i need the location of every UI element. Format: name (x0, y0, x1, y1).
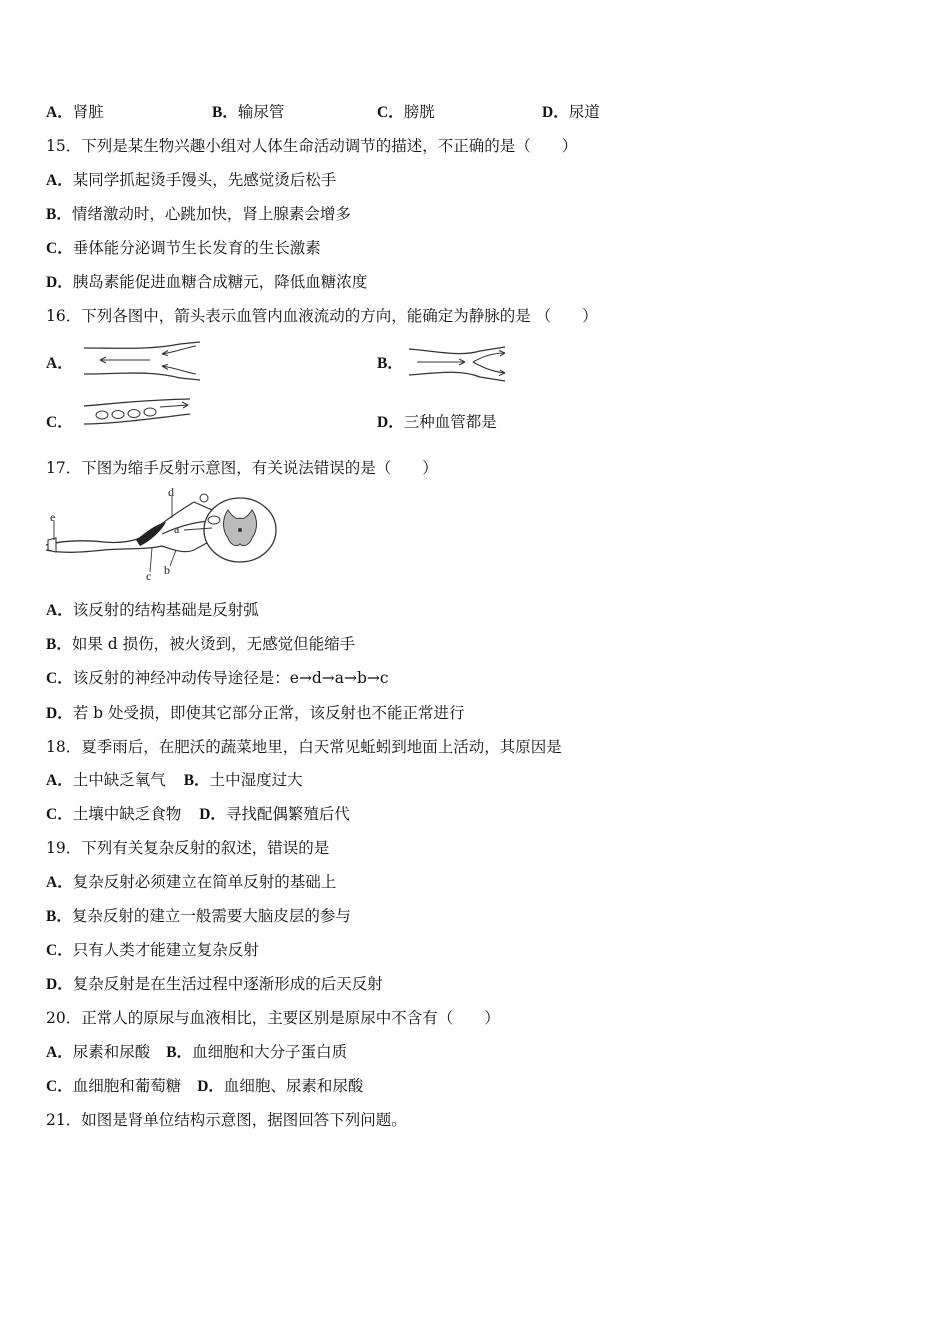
q17-stem: 17．下图为缩手反射示意图，有关说法错误的是（ ） (46, 459, 438, 477)
option-text: 输尿管 (237, 103, 285, 121)
q19-option-c (46, 940, 259, 961)
q20-options-row-1 (46, 1042, 347, 1063)
option-letter: C． (46, 414, 73, 431)
option-text: 垂体能分泌调节生长发育的生长激素 (72, 239, 321, 257)
q14-option-b (212, 102, 284, 123)
option-letter: B． (46, 206, 72, 223)
q15-stem: 15．下列是某生物兴趣小组对人体生命活动调节的描述，不正确的是（ ） (46, 137, 578, 155)
option-text: 土壤中缺乏食物 (72, 805, 182, 823)
q20-stem: 20．正常人的原尿与血液相比，主要区别是原尿中不含有（ ） (46, 1009, 500, 1027)
option-text: 尿道 (568, 103, 600, 121)
option-letter: C． (46, 1078, 73, 1095)
option-text: 土中湿度过大 (209, 771, 303, 789)
q17-option-c (46, 668, 389, 689)
option-text: 肾脏 (72, 103, 104, 121)
q17-option-a (46, 600, 259, 621)
q16-option-b (377, 353, 403, 374)
option-text: 寻找配偶繁殖后代 (225, 805, 350, 823)
q16-option-c (46, 412, 73, 433)
q19-stem: 19．下列有关复杂反射的叙述，错误的是 (46, 839, 330, 857)
option-text: 复杂反射必须建立在简单反射的基础上 (72, 873, 337, 891)
q15-option-a (46, 170, 336, 191)
option-text: 该反射的结构基础是反射弧 (72, 601, 259, 619)
q20-options-row-2 (46, 1076, 363, 1097)
q17-option-b (46, 634, 355, 655)
option-letter: A． (46, 355, 73, 372)
vessel-figure-a (80, 340, 205, 384)
option-text: 血细胞、尿素和尿酸 (223, 1077, 364, 1095)
option-text: 复杂反射是在生活过程中逐渐形成的后天反射 (72, 975, 383, 993)
option-text: 若 b 处受损，即使其它部分正常，该反射也不能正常进行 (72, 704, 465, 722)
option-text: 该反射的神经冲动传导途径是：e→d→a→b→c (72, 669, 389, 687)
option-letter: D． (46, 705, 73, 722)
option-letter: A． (46, 874, 73, 891)
option-letter: B． (46, 908, 72, 925)
label-c: c (146, 569, 152, 583)
q16-stem: 16．下列各图中，箭头表示血管内血液流动的方向，能确定为静脉的是 （ ） (46, 307, 598, 325)
option-letter: D． (199, 806, 226, 823)
label-b: b (164, 563, 170, 577)
q18-options-row-2 (46, 804, 350, 825)
q16-option-a (46, 353, 73, 374)
option-text: 只有人类才能建立复杂反射 (72, 941, 259, 959)
label-a: a (174, 522, 180, 536)
option-letter: A． (46, 1044, 73, 1061)
option-letter: D． (197, 1078, 224, 1095)
option-letter: C． (46, 806, 73, 823)
q16-option-d (377, 412, 497, 433)
option-letter: B． (183, 772, 210, 789)
option-letter: C． (46, 240, 73, 257)
q18-options-row-1 (46, 770, 303, 791)
option-text: 尿素和尿酸 (72, 1043, 151, 1061)
option-letter: B． (46, 636, 72, 653)
q15-option-c (46, 238, 321, 259)
option-letter: C． (46, 942, 73, 959)
option-text: 如果 d 损伤，被火烫到，无感觉但能缩手 (71, 635, 356, 653)
option-text: 血细胞和大分子蛋白质 (192, 1043, 348, 1061)
q14-option-d (542, 102, 600, 123)
label-d: d (168, 488, 174, 499)
option-letter: D． (377, 414, 404, 431)
option-letter: A． (46, 104, 73, 121)
option-text: 胰岛素能促进血糖合成糖元，降低血糖浓度 (72, 273, 368, 291)
q14-option-a (46, 102, 104, 123)
option-letter: C． (377, 104, 404, 121)
q19-option-d (46, 974, 383, 995)
vessel-figure-c (80, 396, 195, 428)
q15-option-d (46, 272, 367, 293)
option-letter: D． (46, 274, 73, 291)
q19-option-a (46, 872, 336, 893)
option-text: 血细胞和葡萄糖 (72, 1077, 182, 1095)
option-letter: B． (212, 104, 238, 121)
option-letter: D． (46, 976, 73, 993)
option-letter: B． (377, 355, 403, 372)
option-letter: A． (46, 172, 73, 189)
option-text: 情绪激动时，心跳加快，肾上腺素会增多 (71, 205, 351, 223)
q14-option-c (377, 102, 435, 123)
option-text: 土中缺乏氧气 (72, 771, 166, 789)
option-text: 膀胱 (403, 103, 435, 121)
option-letter: C． (46, 670, 73, 687)
reflex-arc-figure (44, 488, 280, 584)
q21-stem: 21．如图是肾单位结构示意图，据图回答下列问题。 (46, 1111, 407, 1129)
option-letter: A． (46, 602, 73, 619)
option-letter: D． (542, 104, 569, 121)
q18-stem: 18．夏季雨后，在肥沃的蔬菜地里，白天常见蚯蚓到地面上活动，其原因是 (46, 738, 562, 756)
option-letter: B． (166, 1044, 193, 1061)
option-letter: A． (46, 772, 73, 789)
vessel-figure-b (405, 343, 510, 385)
q15-option-b (46, 204, 351, 225)
q19-option-b (46, 906, 351, 927)
option-text: 复杂反射的建立一般需要大脑皮层的参与 (71, 907, 351, 925)
label-e: e (50, 510, 56, 524)
option-text: 某同学抓起烫手馒头，先感觉烫后松手 (72, 171, 337, 189)
option-text: 三种血管都是 (403, 413, 497, 431)
q17-option-d (46, 703, 464, 724)
